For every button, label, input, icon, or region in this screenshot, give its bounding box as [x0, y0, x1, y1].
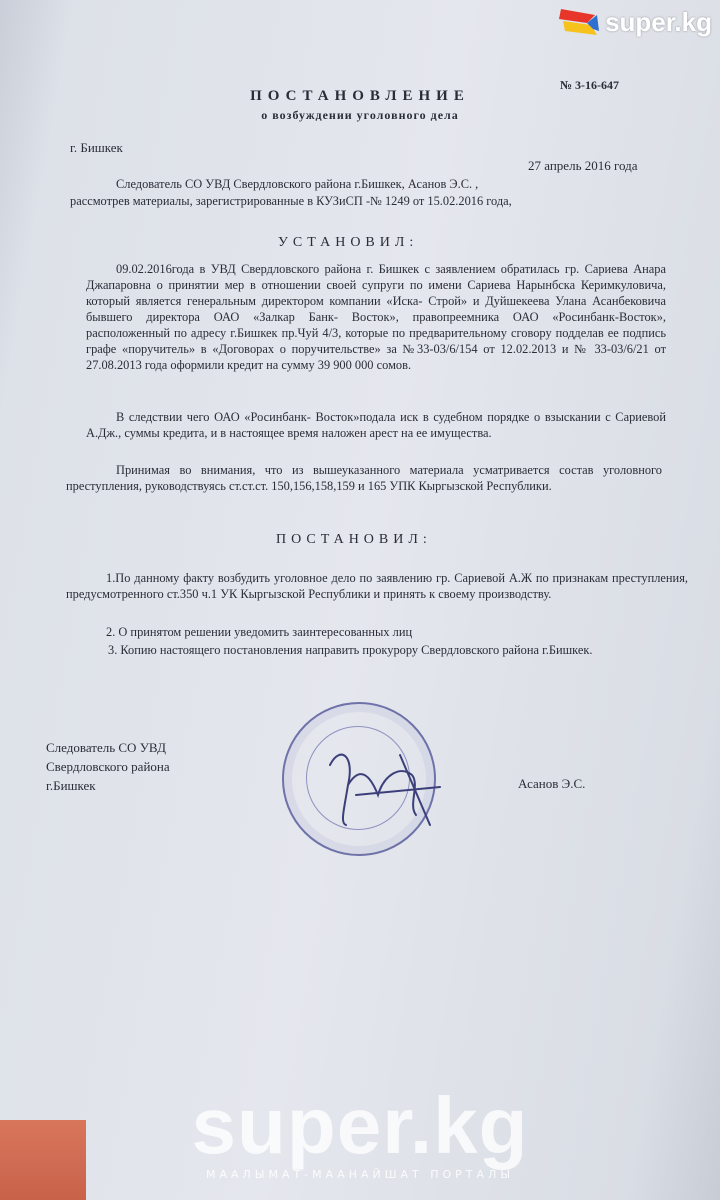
document-date: 27 апрель 2016 года: [528, 158, 638, 173]
heading-resolved: ПОСТАНОВИЛ:: [276, 532, 432, 547]
signatory-line-2: Свердловского района: [46, 759, 170, 774]
brand-logo: [557, 4, 712, 40]
paragraph-consequence: В следствии чего ОАО «Росинбанк- Восток»подала иск в судебном порядке о взыскании с Сариевой А.Дж., суммы кредита, и в настоящее время наложен арест на ее имущества.: [86, 410, 666, 440]
signatory-block: [46, 738, 170, 795]
heading-established: УСТАНОВИЛ:: [278, 235, 419, 250]
brand-watermark: super.kg: [191, 1081, 529, 1170]
document-subtitle: о возбуждении уголовного дела: [261, 108, 459, 122]
brand-tagline: МААЛЫМАТ-МААНАЙШАТ ПОРТАЛЫ: [205, 1168, 515, 1181]
resolution-item-1: 1.По данному факту возбудить уголовное дело по заявлению гр. Сариевой А.Ж по признакам преступления, предусмотренного ст.350 ч.1 УК Кыргызской Республики и принять к своему производству.: [66, 571, 688, 601]
signatory-line-3: г.Бишкек: [46, 778, 96, 793]
resolution-item-3: 3. Копию настоящего постановления направить прокурору Свердловского района г.Бишкек.: [108, 643, 593, 657]
intro-line-2: рассмотрев материалы, зарегистрированные в КУЗиСП -№ 1249 от 15.02.2016 года,: [70, 194, 512, 208]
document-city: г. Бишкек: [70, 140, 123, 155]
resolution-item-2: 2. О принятом решении уведомить заинтересованных лиц: [106, 625, 413, 639]
paragraph-facts: 09.02.2016года в УВД Свердловского района г. Бишкек с заявлением обратилась гр. Сариева Анара Джапаровна о принятии мер в отношении своей супруги по имени Сариева Нарынбска Керимкуловича, который является генеральным директором компании «Иска- Строй» и Дуйшекеева Улана Асанбековича бывшего директора ОАО «Залкар Банк- Восток», правопреемника ОАО «Росинбанк-Восток», расположенный по адресу г.Бишкек пр.Чуй 4/3, которые по предварительному сговору подделав ее подпись графе «поручитель» в «Договорах о поручительстве» за №33-03/6/154 от 12.02.2013 и № 33-03/6/21 от 27.08.2013 года оформили кредит на сумму 39 900 000 сомов.: [86, 262, 666, 372]
document-number: № 3-16-647: [560, 78, 620, 92]
brand-mark-icon: [557, 5, 601, 39]
document-title: ПОСТАНОВЛЕНИЕ: [250, 88, 470, 104]
intro-line-1: Следователь СО УВД Свердловского района г.Бишкек, Асанов Э.С. ,: [116, 177, 479, 191]
handwritten-signature: [300, 725, 460, 835]
paragraph-grounds: Принимая во внимания, что из вышеуказанного материала усматривается состав уголовного преступления, руководствуясь ст.ст.ст. 150,156,158,159 и 165 УПК Кыргызской Республики.: [66, 463, 662, 493]
signer-name: Асанов Э.С.: [518, 776, 586, 791]
brand-name: super.kg: [605, 6, 712, 37]
signatory-line-1: Следователь СО УВД: [46, 740, 166, 755]
